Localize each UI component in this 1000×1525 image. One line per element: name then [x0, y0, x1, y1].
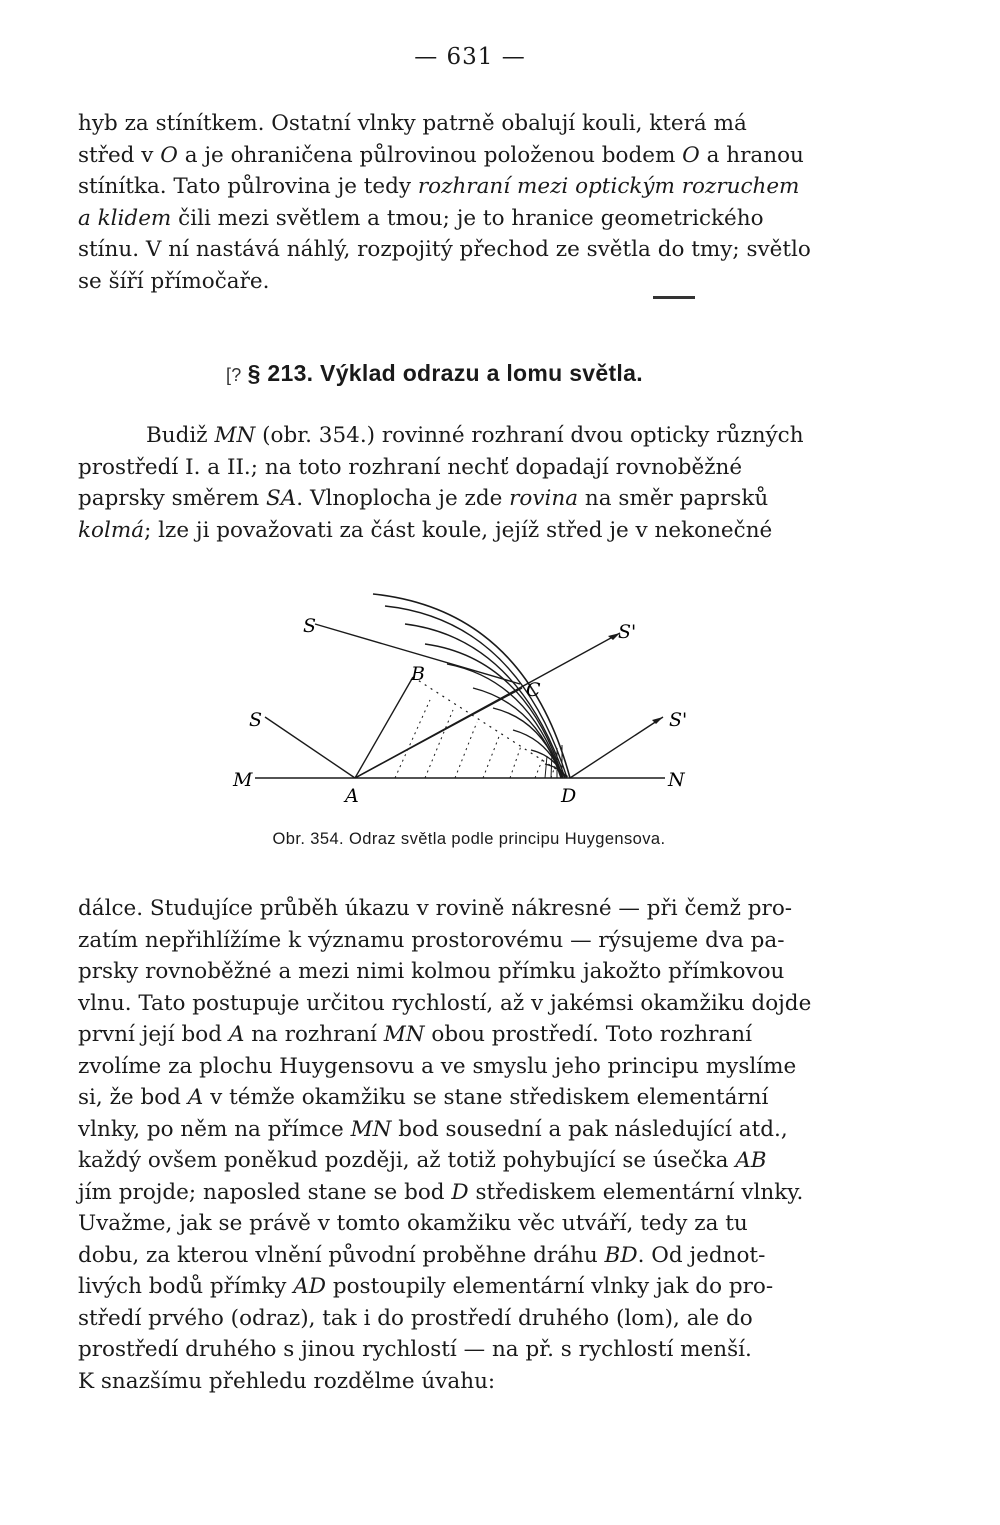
label-n: N [668, 769, 685, 791]
text-line: vlnky, po něm na přímce MN bod sousední a pak následující atd., [78, 1116, 788, 1142]
wavelet-radius [535, 758, 543, 778]
text-line: a klidem čili mezi světlem a tmou; je to hranice geometrického [78, 205, 764, 231]
text-line: se šíří přímočaře. [78, 268, 270, 294]
label-b: B [411, 663, 425, 685]
hatch-line [545, 756, 547, 778]
wavelet-radius [483, 734, 500, 778]
label-s-prime-right: S' [669, 709, 688, 731]
text-line: každý ovšem poněkud později, až totiž pohybující se úsečka AB [78, 1148, 767, 1173]
page-number: — 631 — [414, 44, 526, 70]
text-line: zatím nepřihlížíme k významu prostorovému — rýsujeme dva pa- [78, 927, 785, 953]
wavelet-arc [425, 644, 563, 778]
text-line: prostředí I. a II.; na toto rozhraní nechť dopadají rovnoběžné [78, 454, 743, 480]
paragraph-2 [78, 420, 860, 546]
text-line: stínítka. Tato půlrovina je tedy rozhraní mezi optickým rozruchem [78, 174, 800, 199]
text-line: Budiž MN (obr. 354.) rovinné rozhraní dvou opticky různých [146, 423, 804, 448]
text-line: livých bodů přímky AD postoupily elementární vlnky jak do pro- [78, 1274, 774, 1299]
wavelet-arc [447, 664, 562, 778]
paragraph-3 [78, 893, 860, 1397]
figure-caption: Obr. 354. Odraz světla podle principu Huygensova. [272, 830, 666, 848]
label-s-top: S [303, 615, 317, 637]
text-line: si, že bod A v témže okamžiku se stane střediskem elementární [78, 1085, 769, 1110]
wavelet-arc [405, 624, 565, 778]
section-heading [226, 360, 643, 387]
text-line: Uvažme, jak se právě v tomto okamžiku věc utváří, tedy za tu [78, 1211, 748, 1236]
label-d: D [561, 785, 577, 807]
text-line: středí prvého (odraz), tak i do prostředí druhého (lom), ale do [78, 1305, 753, 1331]
wavelet-radius [395, 700, 430, 778]
paragraph-1 [78, 108, 860, 297]
text-line: paprsky směrem SA. Vlnoplocha je zde rovina na směr paprsků [78, 486, 769, 511]
label-s-prime-top: S' [618, 621, 637, 643]
huygens-reflection-svg [225, 580, 695, 820]
text-line: dobu, za kterou vlnění původní proběhne dráhu BD. Od jednot- [78, 1242, 766, 1268]
wavelet-radius [455, 722, 477, 778]
label-s-left: S [249, 709, 263, 731]
label-c: C [526, 679, 541, 701]
text-line: K snazšímu přehledu rozdělme úvahu: [78, 1368, 496, 1394]
figure-354-reflection-diagram [225, 580, 695, 820]
text-line: kolmá; lze ji považovati za část koule, jejíž střed je v nekonečné [78, 517, 773, 543]
text-line: prostředí druhého s jinou rychlostí — na př. s rychlostí menší. [78, 1337, 752, 1362]
text-line: stínu. V ní nastává náhlý, rozpojitý přechod ze světla do tmy; světlo [78, 237, 811, 262]
text-line: hyb za stínítkem. Ostatní vlnky patrně obalují kouli, která má [78, 111, 747, 136]
ink-mark [635, 296, 695, 299]
text-line: první její bod A na rozhraní MN obou prostředí. Toto rozhraní [78, 1022, 752, 1047]
label-a: A [345, 785, 359, 807]
text-line: dálce. Studujíce průběh úkazu v rovině nákresné — při čemž pro- [78, 896, 793, 921]
text-line: střed v O a je ohraničena půlrovinou položenou bodem O a hranou [78, 142, 804, 168]
reflected-ray-d [570, 717, 663, 778]
wavelet-radius [510, 746, 521, 778]
pencil-mark: [? [226, 365, 242, 385]
incident-ray-lower [265, 717, 355, 778]
wavelet-radius [425, 710, 453, 778]
text-line: zvolíme za plochu Huygensovu a ve smyslu jeho principu myslíme [78, 1053, 797, 1079]
text-line: jím projde; naposled stane se bod D střediskem elementární vlnky. [78, 1179, 804, 1205]
section-title: § 213. Výklad odrazu a lomu světla. [247, 360, 643, 386]
text-line: vlnu. Tato postupuje určitou rychlostí, až v jakémsi okamžiku dojde [78, 990, 812, 1016]
label-m: M [233, 769, 253, 791]
text-line: prsky rovnoběžné a mezi nimi kolmou přímku jakožto přímkovou [78, 959, 785, 984]
